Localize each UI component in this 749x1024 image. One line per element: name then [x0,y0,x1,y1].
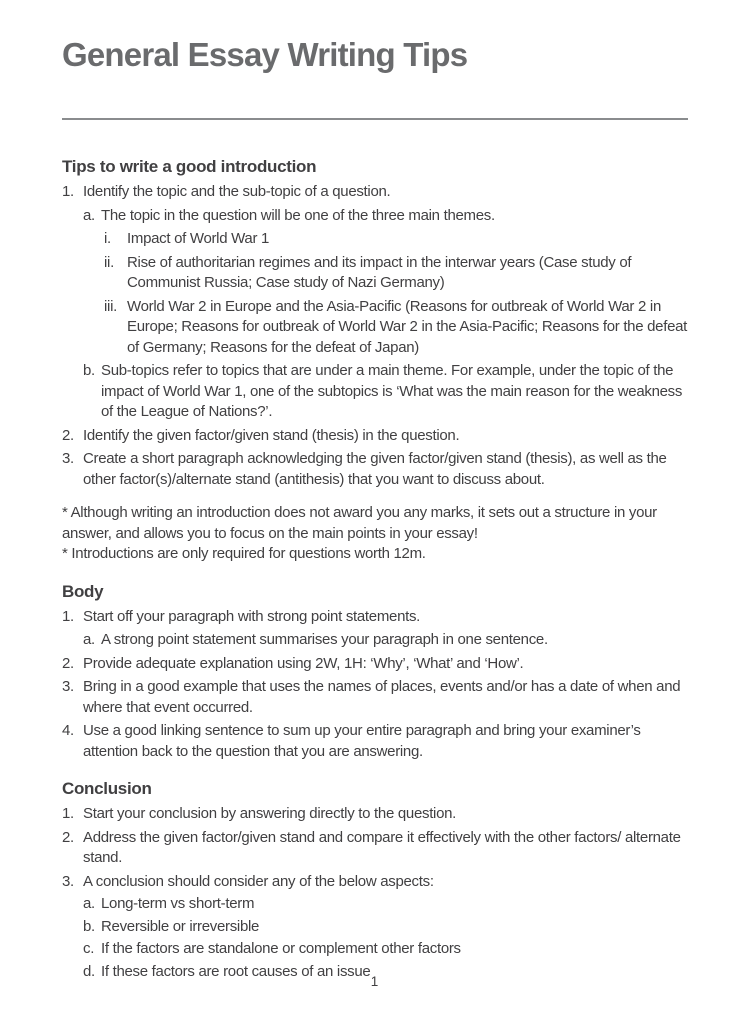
list-item [62,872,688,893]
list-item-text: Sub-topics refer to topics that are under a main theme. For example, under the topic of the impact of World War 1, one of the subtopics is ‘What was the main reason for the weakness of the League of Nations?’. [101,362,683,420]
list-marker: a. [83,631,95,648]
section-heading: Body [62,581,104,601]
title-divider [62,118,688,120]
list-item-text: Identify the given factor/given stand (thesis) in the question. [83,426,460,444]
list-item-text: A strong point statement summarises your paragraph in one sentence. [101,631,548,648]
list-marker: b. [83,917,95,935]
list-item [62,677,688,718]
list-item-text: Long-term vs short-term [101,895,255,912]
list-marker: 3. [62,678,74,695]
list-item-text: Address the given factor/given stand and compare it effectively with the other factors/ alternate stand. [83,828,681,866]
list-item [62,654,688,675]
list-item-text: Reversible or irreversible [101,917,260,935]
list-item-text: If the factors are standalone or complement other factors [101,940,461,957]
list-item [62,607,688,628]
note-text: * Introductions are only required for questions worth 12m. [62,545,426,562]
list-item-text: World War 2 in Europe and the Asia-Pacific (Reasons for outbreak of World War 2 in Europe; Reasons for outbreak of World War 2 in the Asia-Pacific; Reasons for the defeat of Germany; Reasons for the defeat of Japan) [127,297,688,356]
list-item [62,894,688,915]
list-marker: ii. [104,253,114,271]
list-item [62,939,688,960]
list-item [62,206,688,227]
list-marker: 2. [62,828,74,846]
list-item-text: A conclusion should consider any of the below aspects: [83,872,434,890]
list-marker: 1. [62,607,74,625]
section-heading: Tips to write a good introduction [62,157,317,176]
list-item [62,828,688,869]
list-marker: a. [83,895,95,912]
list-marker: i. [104,230,111,247]
list-marker: 4. [62,722,74,739]
list-item [62,630,688,651]
list-item-text: Create a short paragraph acknowledging the given factor/given stand (thesis), as well as the other factor(s)/alternate stand (antithesis) that you want to discuss about. [83,450,667,488]
document-blocks [62,155,688,982]
list-marker: iii. [104,297,117,315]
list-item-text: Bring in a good example that uses the names of places, events and/or has a date of when and where that event occurred. [83,678,681,716]
list-item-text: Identify the topic and the sub-topic of a question. [83,183,391,200]
list-item [62,804,688,825]
list-marker: 2. [62,654,74,672]
list-item [62,721,688,762]
note-text: * Although writing an introduction does not award you any marks, it sets out a structure in your answer, and allows you to focus on the main points in your essay! [62,504,657,542]
list-item [62,182,688,203]
list-item [62,361,688,423]
list-marker: 1. [62,183,74,200]
list-marker: a. [83,206,95,224]
list-item-text: Use a good linking sentence to sum up your entire paragraph and bring your examiner’s attention back to the question that you are answering. [83,722,641,760]
section-heading: Conclusion [62,779,152,798]
list-item [62,449,688,490]
list-item-text: Provide adequate explanation using 2W, 1H: ‘Why’, ‘What’ and ‘How’. [83,654,524,672]
list-item-text: Start your conclusion by answering directly to the question. [83,805,457,822]
list-marker: 1. [62,805,74,822]
list-item-text: If these factors are root causes of an issue [101,962,371,980]
list-item-text: Start off your paragraph with strong point statements. [83,607,421,625]
list-item-text: The topic in the question will be one of the three main themes. [101,206,495,224]
list-marker: 3. [62,450,74,467]
list-marker: 2. [62,426,74,444]
page-title: General Essay Writing Tips [62,36,468,73]
list-marker: 3. [62,872,74,890]
page-number: 1 [370,974,379,989]
list-item [62,229,688,250]
list-marker: d. [83,962,95,980]
page-content [62,0,688,982]
list-item [62,253,688,294]
list-item [62,297,688,359]
list-item-text: Rise of authoritarian regimes and its impact in the interwar years (Case study of Communist Russia; Case study of Nazi Germany) [127,253,632,291]
list-marker: c. [83,940,95,957]
list-item [62,917,688,938]
list-item-text: Impact of World War 1 [127,230,270,247]
list-marker: b. [83,362,95,379]
list-item [62,426,688,447]
